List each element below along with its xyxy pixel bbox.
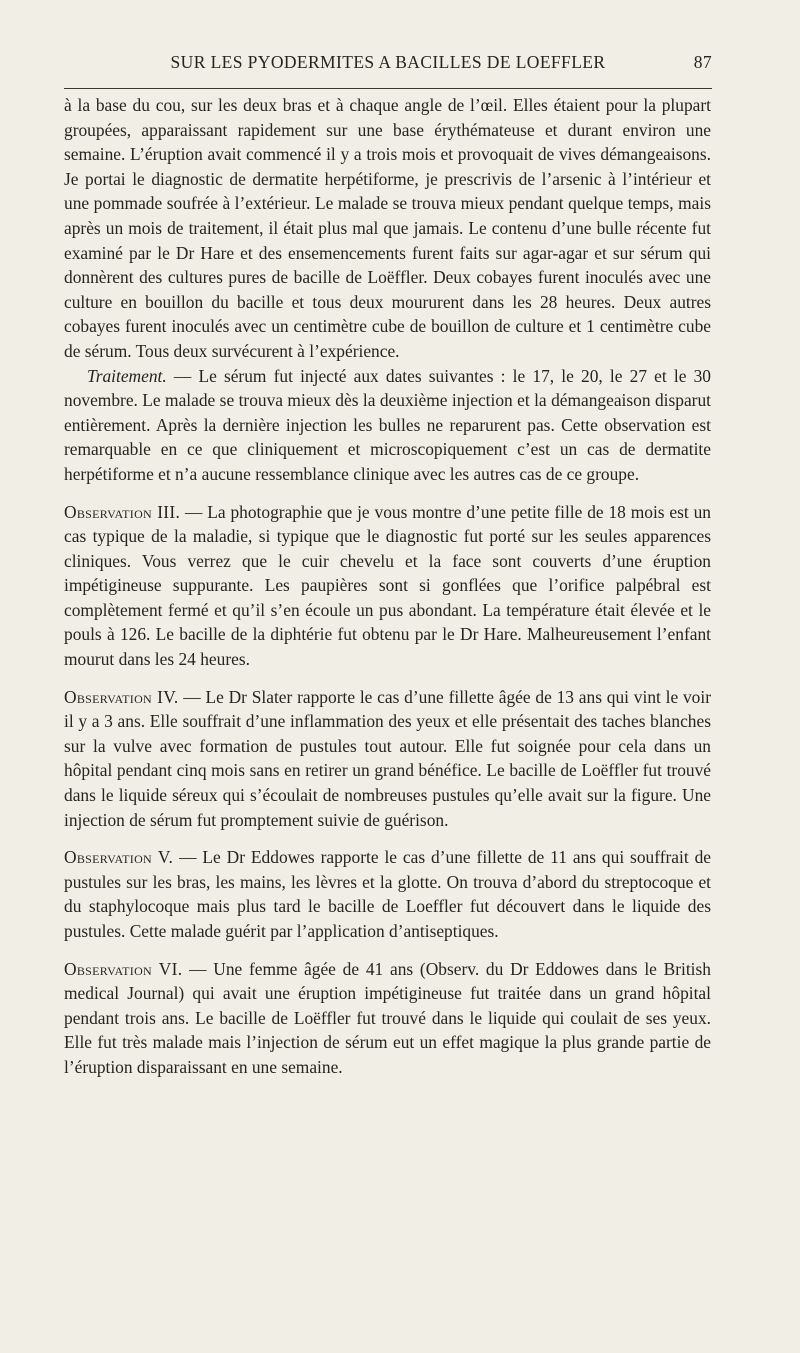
treatment-text: — Le sérum fut injecté aux dates suivantes : le 17, le 20, le 27 et le 30 novembre. Le malade se trouva mieux dès la deuxième injection et la démangeaison disparut entièrement. Après la dernière injection les bulles ne reparurent pas. Cette observation est remarquable en ce que cliniquement et microscopiquement c’est un cas de dermatite herpétiforme et n’a aucune ressemblance clinique avec les autres cas de ce groupe.: [64, 365, 711, 484]
page-number: 87: [693, 52, 712, 72]
body-text: [64, 93, 711, 1080]
paragraph-observation-3: [64, 500, 711, 672]
observation-6-text: — Une femme âgée de 41 ans (Observ. du Dr Eddowes dans le British medical Journal) qui avait une éruption impétigineuse fut traitée dans un grand hôpital pendant trois ans. Le bacille de Loëffler fut trouvé dans le liquide qui coulait de ses yeux. Elle fut très malade mais l’injection de sérum eut un effet magique la plus grande partie de l’éruption disparaissant en une semaine.: [64, 958, 711, 1077]
paragraph-treatment: [64, 364, 711, 487]
running-title: SUR LES PYODERMITES A BACILLES DE LOEFFLER: [170, 52, 606, 72]
header-rule: [64, 88, 712, 89]
observation-5-text: — Le Dr Eddowes rapporte le cas d’une fillette de 11 ans qui souffrait de pustules sur les bras, les mains, les lèvres et la glotte. On trouva d’abord du streptocoque et du staphylocoque mais plus tard le bacille de Loeffler fut découvert dans le liquide des pustules. Cette malade guérit par l’application d’antiseptiques.: [64, 847, 711, 941]
observation-6-heading: Observation VI.: [64, 958, 183, 979]
paragraph-observation-4: [64, 685, 711, 833]
paragraph-observation-5: [64, 845, 711, 943]
observation-4-heading: Observation IV.: [64, 686, 179, 707]
paragraph-observation-6: [64, 957, 711, 1080]
observation-4-text: — Le Dr Slater rapporte le cas d’une fillette âgée de 13 ans qui vint le voir il y a 3 ans. Elle souffrait d’une inflammation des yeux et elle présentait des taches blanches sur la vulve avec formation de pustules tout autour. Elle fut soignée pour cela dans un hôpital pendant cinq mois sans en retirer un grand bénéfice. Le bacille de Loëffler fut trouvé dans le liquide séreux qui s’écoulait de nombreuses pustules qu’elle avait sur la figure. Une injection de sérum fut promptement suivie de guérison.: [64, 686, 711, 830]
paragraph-case-continuation: à la base du cou, sur les deux bras et à chaque angle de l’œil. Elles étaient pour la plupart groupées, apparaissant rapidement sur une base érythémateuse et durant environ une semaine. L’éruption avait commencé il y a trois mois et provoquait de vives démangeaisons. Je portai le diagnostic de dermatite herpétiforme, je prescrivis de l’arsenic à l’intérieur et une pommade soufrée à l’extérieur. Le malade se trouva mieux pendant quelque temps, mais après un mois de traitement, il était plus mal que jamais. Le contenu d’une bulle récente fut examiné par le Dr Hare et des ensemencements furent faits sur agar-agar et sur sérum qui donnèrent des cultures pures de bacille de Loëffler. Deux cobayes furent inoculés avec une culture en bouillon du bacille et tous deux moururent dans les 28 heures. Deux autres cobayes furent inoculés avec un centimètre cube de bouillon de culture et 1 centimètre cube de sérum. Tous deux survécurent à l’expérience.: [64, 95, 711, 361]
observation-5-heading: Observation V.: [64, 847, 174, 868]
observation-3-heading: Observation III.: [64, 501, 181, 522]
observation-3-text: — La photographie que je vous montre d’une petite fille de 18 mois est un cas typique de la maladie, si typique que le diagnostic fut porté sur les seules apparences cliniques. Vous verrez que le cuir chevelu et la face sont couverts d’une éruption impétigineuse suppurante. Les paupières sont si gonflées que l’orifice palpébral est complètement fermé et qu’il s’en écoule un pus abondant. La température était élevée et le pouls à 126. Le bacille de la diphtérie fut obtenu par le Dr Hare. Malheureusement l’enfant mourut dans les 24 heures.: [64, 501, 712, 670]
running-head: [64, 52, 712, 78]
treatment-heading: Traitement.: [87, 365, 167, 386]
